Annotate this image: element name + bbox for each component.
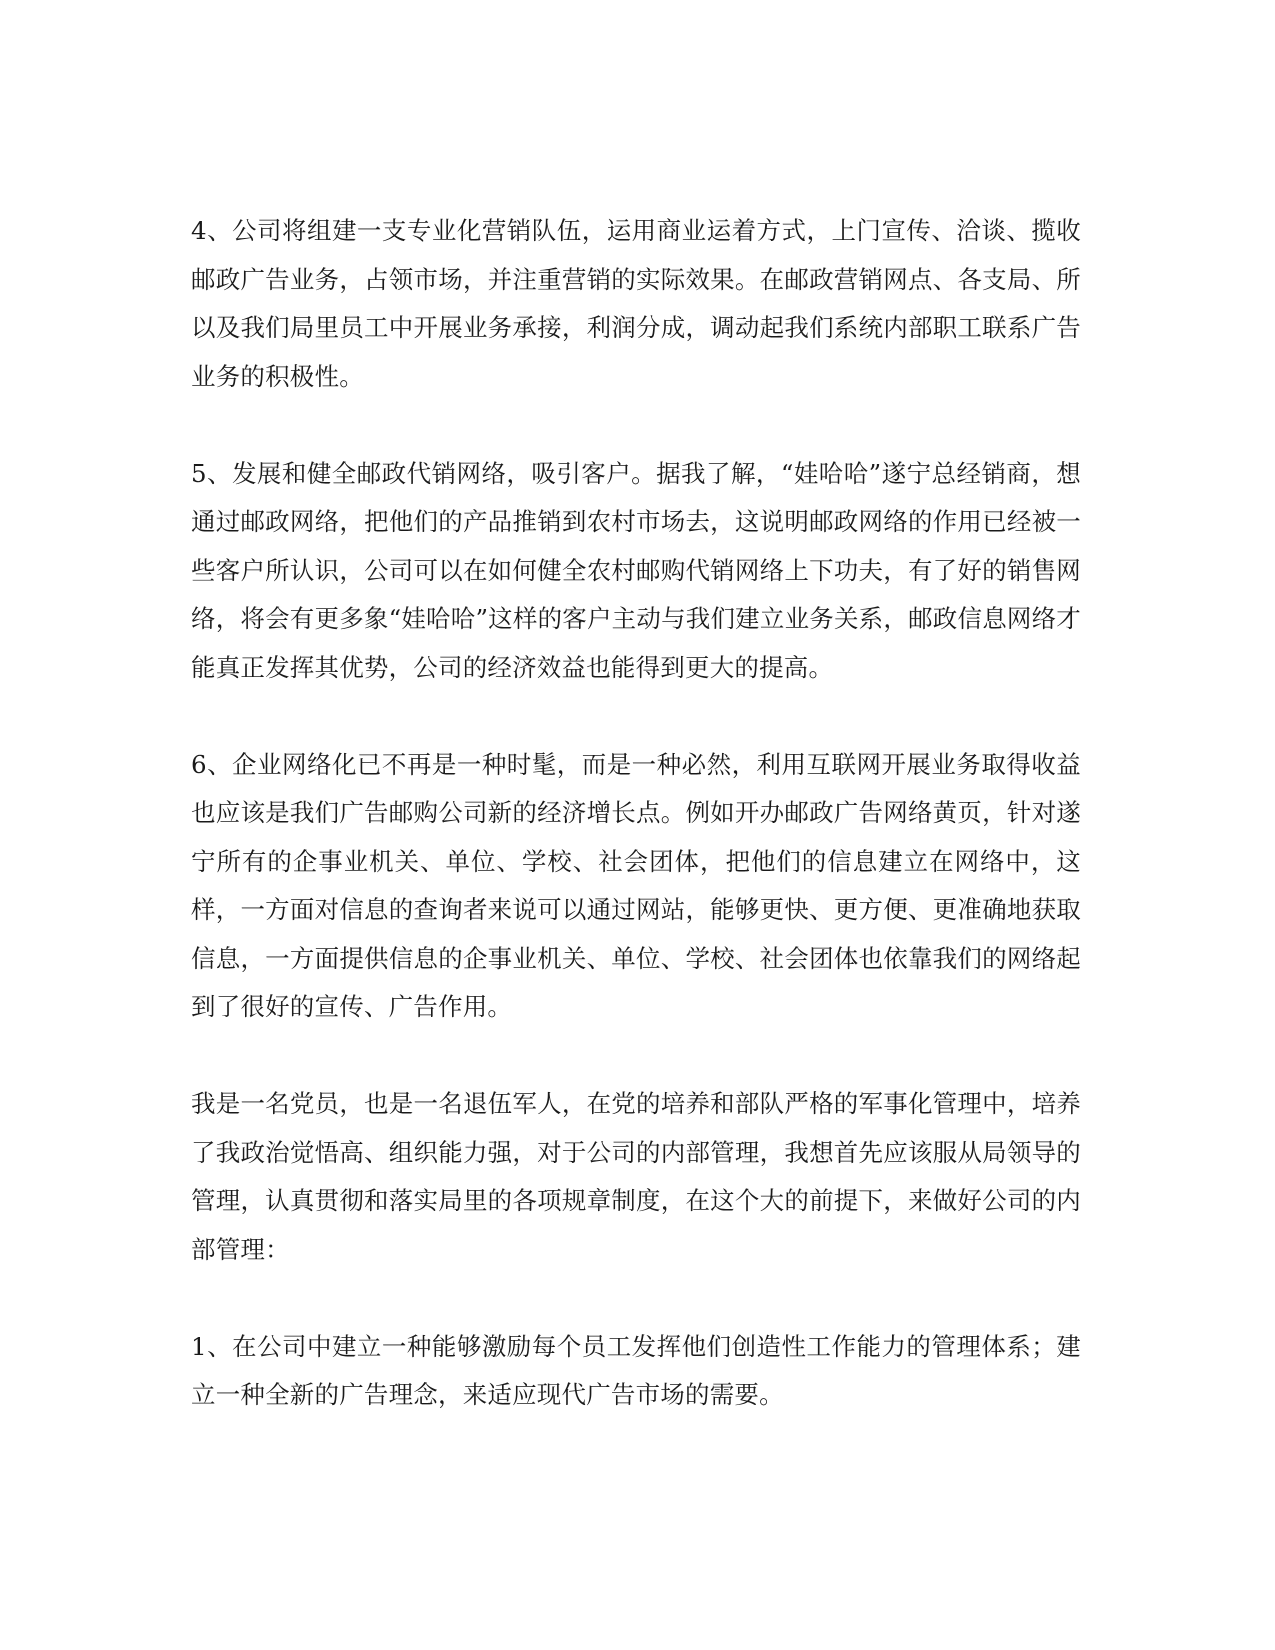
document-body <box>191 207 1081 1420</box>
paragraph-4: 4、公司将组建一支专业化营销队伍，运用商业运着方式，上门宣传、洽谈、揽收邮政广告业务，占领市场，并注重营销的实际效果。在邮政营销网点、各支局、所以及我们局里员工中开展业务承接，利润分成，调动起我们系统内部职工联系广告业务的积极性。 <box>191 216 1081 391</box>
paragraph-1: 1、在公司中建立一种能够激励每个员工发挥他们创造性工作能力的管理体系；建立一种全新的广告理念，来适应现代广告市场的需要。 <box>191 1331 1081 1409</box>
paragraph-party-member: 我是一名党员，也是一名退伍军人，在党的培养和部队严格的军事化管理中，培养了我政治觉悟高、组织能力强，对于公司的内部管理，我想首先应该服从局领导的管理，认真贯彻和落实局里的各项规章制度，在这个大的前提下，来做好公司的内部管理： <box>191 1089 1081 1264</box>
paragraph-6: 6、企业网络化已不再是一种时髦，而是一种必然，利用互联网开展业务取得收益也应该是我们广告邮购公司新的经济增长点。例如开办邮政广告网络黄页，针对遂宁所有的企事业机关、单位、学校、社会团体，把他们的信息建立在网络中，这样，一方面对信息的查询者来说可以通过网站，能够更快、更方便、更准确地获取信息，一方面提供信息的企事业机关、单位、学校、社会团体也依靠我们的网络起到了很好的宣传、广告作用。 <box>191 749 1081 1021</box>
paragraph-5: 5、发展和健全邮政代销网络，吸引客户。据我了解，“娃哈哈”遂宁总经销商，想通过邮政网络，把他们的产品推销到农村市场去，这说明邮政网络的作用已经被一些客户所认识，公司可以在如何健全农村邮购代销网络上下功夫，有了好的销售网络，将会有更多象“娃哈哈”这样的客户主动与我们建立业务关系，邮政信息网络才能真正发挥其优势，公司的经济效益也能得到更大的提高。 <box>191 458 1081 682</box>
